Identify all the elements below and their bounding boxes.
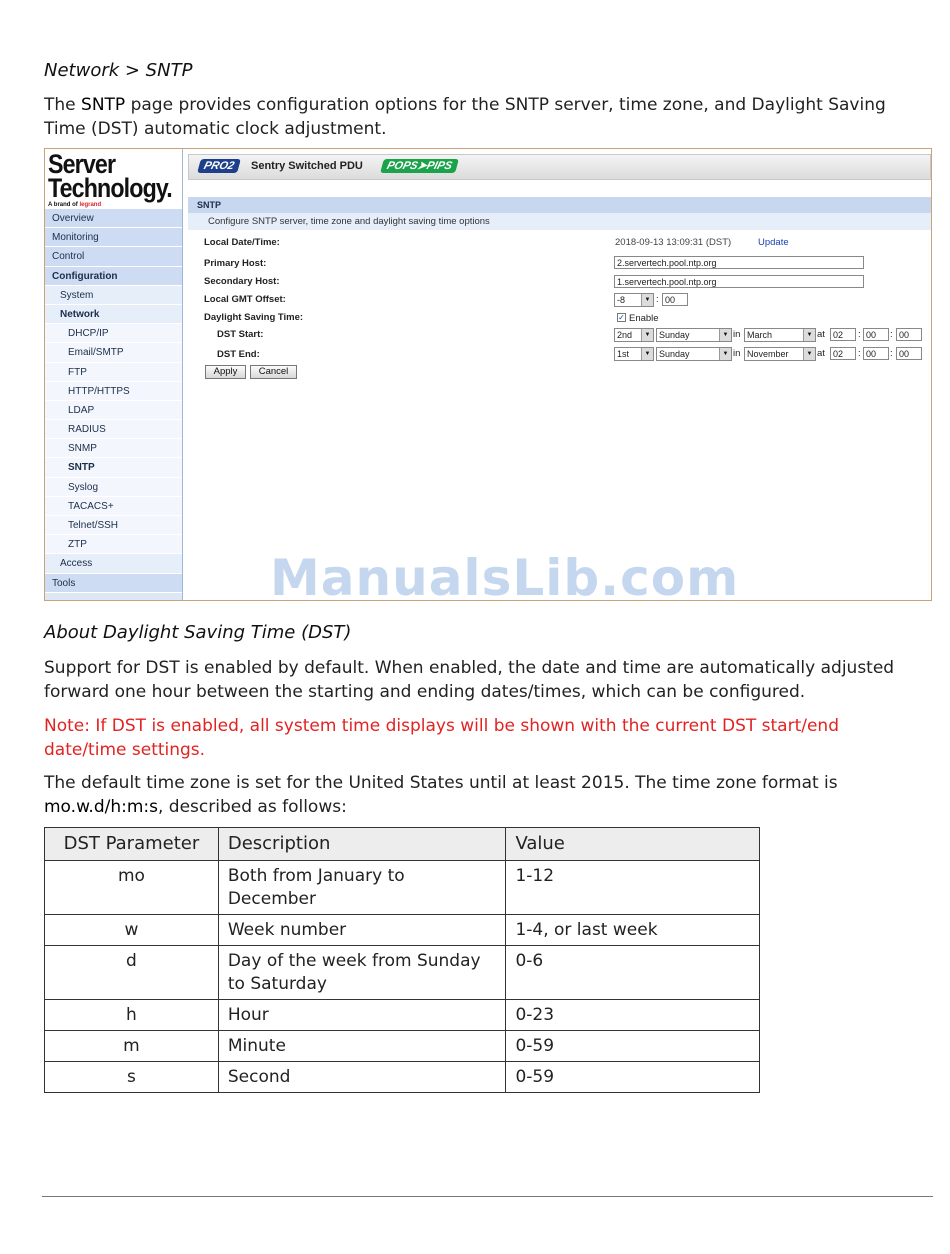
default-timezone-paragraph xyxy=(44,771,924,819)
table-row xyxy=(45,1062,760,1093)
table-cell-description: Both from January to December xyxy=(218,861,506,915)
table-row xyxy=(45,1031,760,1062)
logo-tag-brand: legrand xyxy=(79,202,102,208)
dst-end-month-value: November xyxy=(747,349,789,359)
chevron-down-icon: ▼ xyxy=(803,348,815,360)
dst-end-day-select[interactable] xyxy=(656,347,732,361)
sidebar-item-network[interactable]: Network xyxy=(45,305,182,324)
sidebar-item-telnet-ssh[interactable]: Telnet/SSH xyxy=(45,516,182,535)
dst-start-colon-1: : xyxy=(858,329,861,340)
intro-bold: SNTP xyxy=(81,95,126,115)
gmt-offset-minutes-input[interactable]: 00 xyxy=(662,293,688,306)
dst-start-hour-input[interactable]: 02 xyxy=(830,328,856,341)
sidebar-item-tools[interactable]: Tools xyxy=(45,574,182,593)
pro2-badge: PRO2 xyxy=(197,159,241,173)
dst-end-week-select[interactable] xyxy=(614,347,654,361)
table-cell-parameter: s xyxy=(45,1062,219,1093)
sidebar-item-dhcp-ip[interactable]: DHCP/IP xyxy=(45,324,182,343)
sidebar-item-radius[interactable]: RADIUS xyxy=(45,420,182,439)
sntp-page-screenshot xyxy=(44,148,932,601)
dst-start-second-input[interactable]: 00 xyxy=(896,328,922,341)
chevron-down-icon: ▼ xyxy=(641,294,653,306)
chevron-down-icon: ▼ xyxy=(641,348,653,360)
gmt-offset-hours-value: -8 xyxy=(617,295,626,305)
table-header-value: Value xyxy=(506,828,760,861)
cancel-button[interactable]: Cancel xyxy=(250,365,297,379)
dst-end-in-label: in xyxy=(733,348,741,359)
table-cell-parameter: h xyxy=(45,1000,219,1031)
chevron-down-icon: ▼ xyxy=(719,329,731,341)
section-heading: Network > SNTP xyxy=(44,60,193,81)
dst-start-month-value: March xyxy=(747,330,773,340)
table-row xyxy=(45,1000,760,1031)
dst-end-week-value: 1st xyxy=(617,349,630,359)
gmt-offset-colon: : xyxy=(656,294,659,305)
default-text-after: , described as follows: xyxy=(157,797,347,817)
dst-start-day-select[interactable] xyxy=(656,328,732,342)
dst-start-at-label: at xyxy=(817,329,825,340)
dst-end-label: DST End: xyxy=(217,349,260,360)
footer-divider xyxy=(42,1196,933,1197)
dst-end-month-select[interactable] xyxy=(744,347,816,361)
primary-host-label: Primary Host: xyxy=(204,258,267,269)
dst-enable-checkbox[interactable]: ✓ xyxy=(618,313,625,322)
update-link[interactable]: Update xyxy=(758,237,789,248)
dst-start-day-value: Sunday xyxy=(659,330,690,340)
gmt-offset-hours-select[interactable] xyxy=(614,293,654,307)
dst-start-month-select[interactable] xyxy=(744,328,816,342)
dst-end-colon-2: : xyxy=(890,348,893,359)
table-header-description: Description xyxy=(218,828,506,861)
gmt-offset-label: Local GMT Offset: xyxy=(204,294,286,305)
dst-parameter-table xyxy=(44,827,760,1093)
dst-end-second-input[interactable]: 00 xyxy=(896,347,922,360)
table-cell-parameter: w xyxy=(45,915,219,946)
sidebar-item-system[interactable]: System xyxy=(45,286,182,305)
dst-end-hour-input[interactable]: 02 xyxy=(830,347,856,360)
sidebar-item-control[interactable]: Control xyxy=(45,247,182,266)
sidebar-item-snmp[interactable]: SNMP xyxy=(45,439,182,458)
section-description: Configure SNTP server, time zone and daylight saving time options xyxy=(188,213,931,230)
dst-start-label: DST Start: xyxy=(217,329,264,340)
dst-end-day-value: Sunday xyxy=(659,349,690,359)
dst-start-week-select[interactable] xyxy=(614,328,654,342)
default-text: The default time zone is set for the United States until at least 2015. The time zone format is xyxy=(44,773,838,793)
about-dst-heading: About Daylight Saving Time (DST) xyxy=(44,622,352,643)
chevron-down-icon: ▼ xyxy=(803,329,815,341)
timezone-format: mo.w.d/h:m:s xyxy=(44,797,158,817)
table-cell-parameter: m xyxy=(45,1031,219,1062)
table-row xyxy=(45,915,760,946)
sidebar-item-access[interactable]: Access xyxy=(45,554,182,573)
dst-enable-label: Enable xyxy=(629,313,659,324)
watermark: ManualsLib.com xyxy=(270,549,740,601)
sidebar-nav xyxy=(45,209,182,593)
table-cell-value: 0-23 xyxy=(506,1000,760,1031)
table-cell-description: Week number xyxy=(218,915,506,946)
chevron-down-icon: ▼ xyxy=(719,348,731,360)
intro-text-after: page provides configuration options for the SNTP server, time zone, and Daylight Saving Time (DST) automatic clock adjustment. xyxy=(44,95,886,139)
product-name: Sentry Switched PDU xyxy=(251,160,363,172)
logo-tag-prefix: A brand of xyxy=(48,202,80,208)
table-cell-description: Minute xyxy=(218,1031,506,1062)
table-cell-value: 1-12 xyxy=(506,861,760,915)
table-cell-parameter: d xyxy=(45,946,219,1000)
dst-start-colon-2: : xyxy=(890,329,893,340)
dst-end-colon-1: : xyxy=(858,348,861,359)
support-paragraph: Support for DST is enabled by default. When enabled, the date and time are automatically adjusted forward one hour between the starting and ending dates/times, which can be configured. xyxy=(44,658,895,702)
sidebar-item-ztp[interactable]: ZTP xyxy=(45,535,182,554)
table-cell-value: 0-59 xyxy=(506,1062,760,1093)
table-header-parameter: DST Parameter xyxy=(45,828,219,861)
table-cell-description: Second xyxy=(218,1062,506,1093)
sidebar-item-syslog[interactable]: Syslog xyxy=(45,478,182,497)
table-row xyxy=(45,946,760,1000)
sidebar-item-configuration[interactable]: Configuration xyxy=(45,267,182,286)
table-cell-value: 0-59 xyxy=(506,1031,760,1062)
sidebar-item-overview[interactable]: Overview xyxy=(45,209,182,228)
section-title-bar: SNTP xyxy=(188,197,931,213)
table-row xyxy=(45,861,760,915)
apply-button[interactable]: Apply xyxy=(205,365,246,379)
note-paragraph xyxy=(44,714,924,762)
secondary-host-label: Secondary Host: xyxy=(204,276,280,287)
sidebar-item-monitoring[interactable]: Monitoring xyxy=(45,228,182,247)
dst-start-week-value: 2nd xyxy=(617,330,633,340)
note-text: If DST is enabled, all system time displays will be shown with the current DST start/end date/time settings. xyxy=(44,716,839,760)
header-bar xyxy=(188,154,931,180)
sidebar-item-ldap[interactable]: LDAP xyxy=(45,401,182,420)
intro-text-before: The xyxy=(44,95,82,115)
sidebar-item-email-smtp[interactable]: Email/SMTP xyxy=(45,343,182,362)
sidebar-item-tacacs[interactable]: TACACS+ xyxy=(45,497,182,516)
sidebar-item-sntp[interactable]: SNTP xyxy=(45,458,182,477)
dst-label: Daylight Saving Time: xyxy=(204,312,304,323)
logo-line-2: Technology. xyxy=(48,173,172,203)
table-cell-value: 1-4, or last week xyxy=(506,915,760,946)
note-label: Note: xyxy=(44,716,90,736)
dst-start-in-label: in xyxy=(733,329,741,340)
pops-pips-badge: POPS➤PIPS xyxy=(380,159,459,173)
local-datetime-value: 2018-09-13 13:09:31 (DST) xyxy=(615,237,732,248)
local-datetime-label: Local Date/Time: xyxy=(204,237,280,248)
primary-host-input[interactable]: 2.servertech.pool.ntp.org xyxy=(614,256,864,269)
server-technology-logo xyxy=(45,149,182,209)
dst-end-minute-input[interactable]: 00 xyxy=(863,347,889,360)
table-header-row xyxy=(45,828,760,861)
chevron-down-icon: ▼ xyxy=(641,329,653,341)
table-cell-parameter: mo xyxy=(45,861,219,915)
dst-end-at-label: at xyxy=(817,348,825,359)
sidebar-item-ftp[interactable]: FTP xyxy=(45,363,182,382)
dst-start-minute-input[interactable]: 00 xyxy=(863,328,889,341)
sidebar xyxy=(45,149,183,600)
sidebar-item-http-https[interactable]: HTTP/HTTPS xyxy=(45,382,182,401)
logo-line-1: Server xyxy=(48,149,116,179)
secondary-host-input[interactable]: 1.servertech.pool.ntp.org xyxy=(614,275,864,288)
table-cell-value: 0-6 xyxy=(506,946,760,1000)
intro-paragraph xyxy=(44,93,924,141)
table-cell-description: Hour xyxy=(218,1000,506,1031)
table-cell-description: Day of the week from Sunday to Saturday xyxy=(218,946,506,1000)
